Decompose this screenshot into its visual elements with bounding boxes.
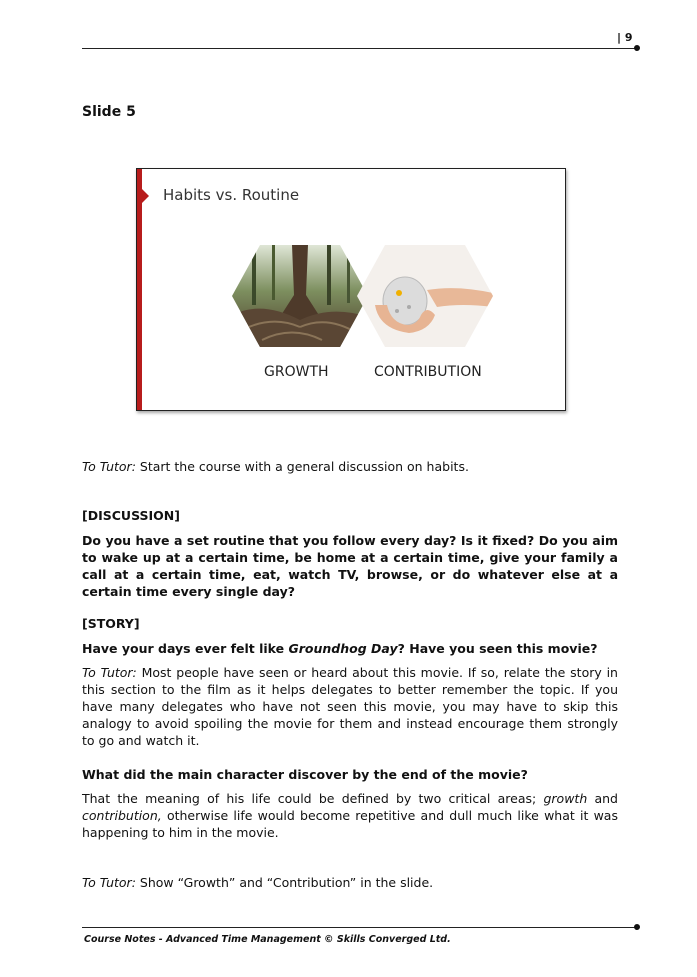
tutor-text: Most people have seen or heard about this movie. If so, relate the story in this section to the film as it helps delegates to better remember the topic. If you have many delegates who have not seen this movie, you may have to skip this analogy to avoid spoiling the movie for them and instead encourage them strongly to go and watch it. [82, 665, 618, 748]
tutor-text: Show “Growth” and “Contribution” in the slide. [135, 875, 434, 890]
answer-part1: That the meaning of his life could be defined by two critical areas; [82, 791, 544, 806]
footer-rule-dot [634, 924, 640, 930]
answer-and: and [587, 791, 618, 806]
tutor-text: Start the course with a general discussion on habits. [135, 459, 469, 474]
answer-contribution: contribution, [82, 808, 162, 823]
tutor-prefix: To Tutor: [82, 459, 136, 474]
header-rule-dot [634, 45, 640, 51]
story-question-movie: Groundhog Day [288, 641, 398, 656]
tutor-note-2 [82, 874, 618, 891]
footer-rule [82, 927, 635, 928]
tutor-note-1 [82, 458, 618, 475]
forest-roots-image [232, 245, 368, 347]
footer-text: Course Notes - Advanced Time Management © Skills Converged Ltd. [84, 934, 451, 945]
story-question-part1: Have your days ever felt like [82, 641, 289, 656]
discovery-answer [82, 790, 618, 841]
answer-growth: growth [543, 791, 588, 806]
slide-title: Habits vs. Routine [163, 186, 300, 204]
answer-part2: otherwise life would become repetitive and dull much like what it was happening to him in the movie. [82, 808, 618, 840]
slide-accent-bar [137, 169, 142, 410]
story-question [82, 640, 618, 657]
discussion-heading: [DISCUSSION] [82, 508, 180, 523]
discussion-text: Do you have a set routine that you follow every day? Is it fixed? Do you aim to wake up at a certain time, be home at a certain time, give your family a call at a certain time, eat, watch TV, browse, or do whatever else at a certain time every single day? [82, 533, 618, 599]
story-question-part2: ? Have you seen this movie? [397, 641, 598, 656]
hands-holding-ball-image [357, 245, 493, 347]
header-rule [82, 48, 635, 49]
slide-thumbnail [136, 168, 566, 411]
story-tutor-note [82, 664, 618, 749]
slide-label: Slide 5 [82, 104, 136, 120]
slide-arrow-icon [142, 189, 149, 203]
contribution-caption: CONTRIBUTION [374, 364, 482, 380]
discovery-question: What did the main character discover by the end of the movie? [82, 767, 528, 782]
page-number: | 9 [617, 31, 633, 44]
growth-caption: GROWTH [264, 364, 329, 380]
tutor-prefix: To Tutor: [82, 665, 137, 680]
tutor-prefix: To Tutor: [82, 875, 136, 890]
story-heading: [STORY] [82, 616, 140, 631]
